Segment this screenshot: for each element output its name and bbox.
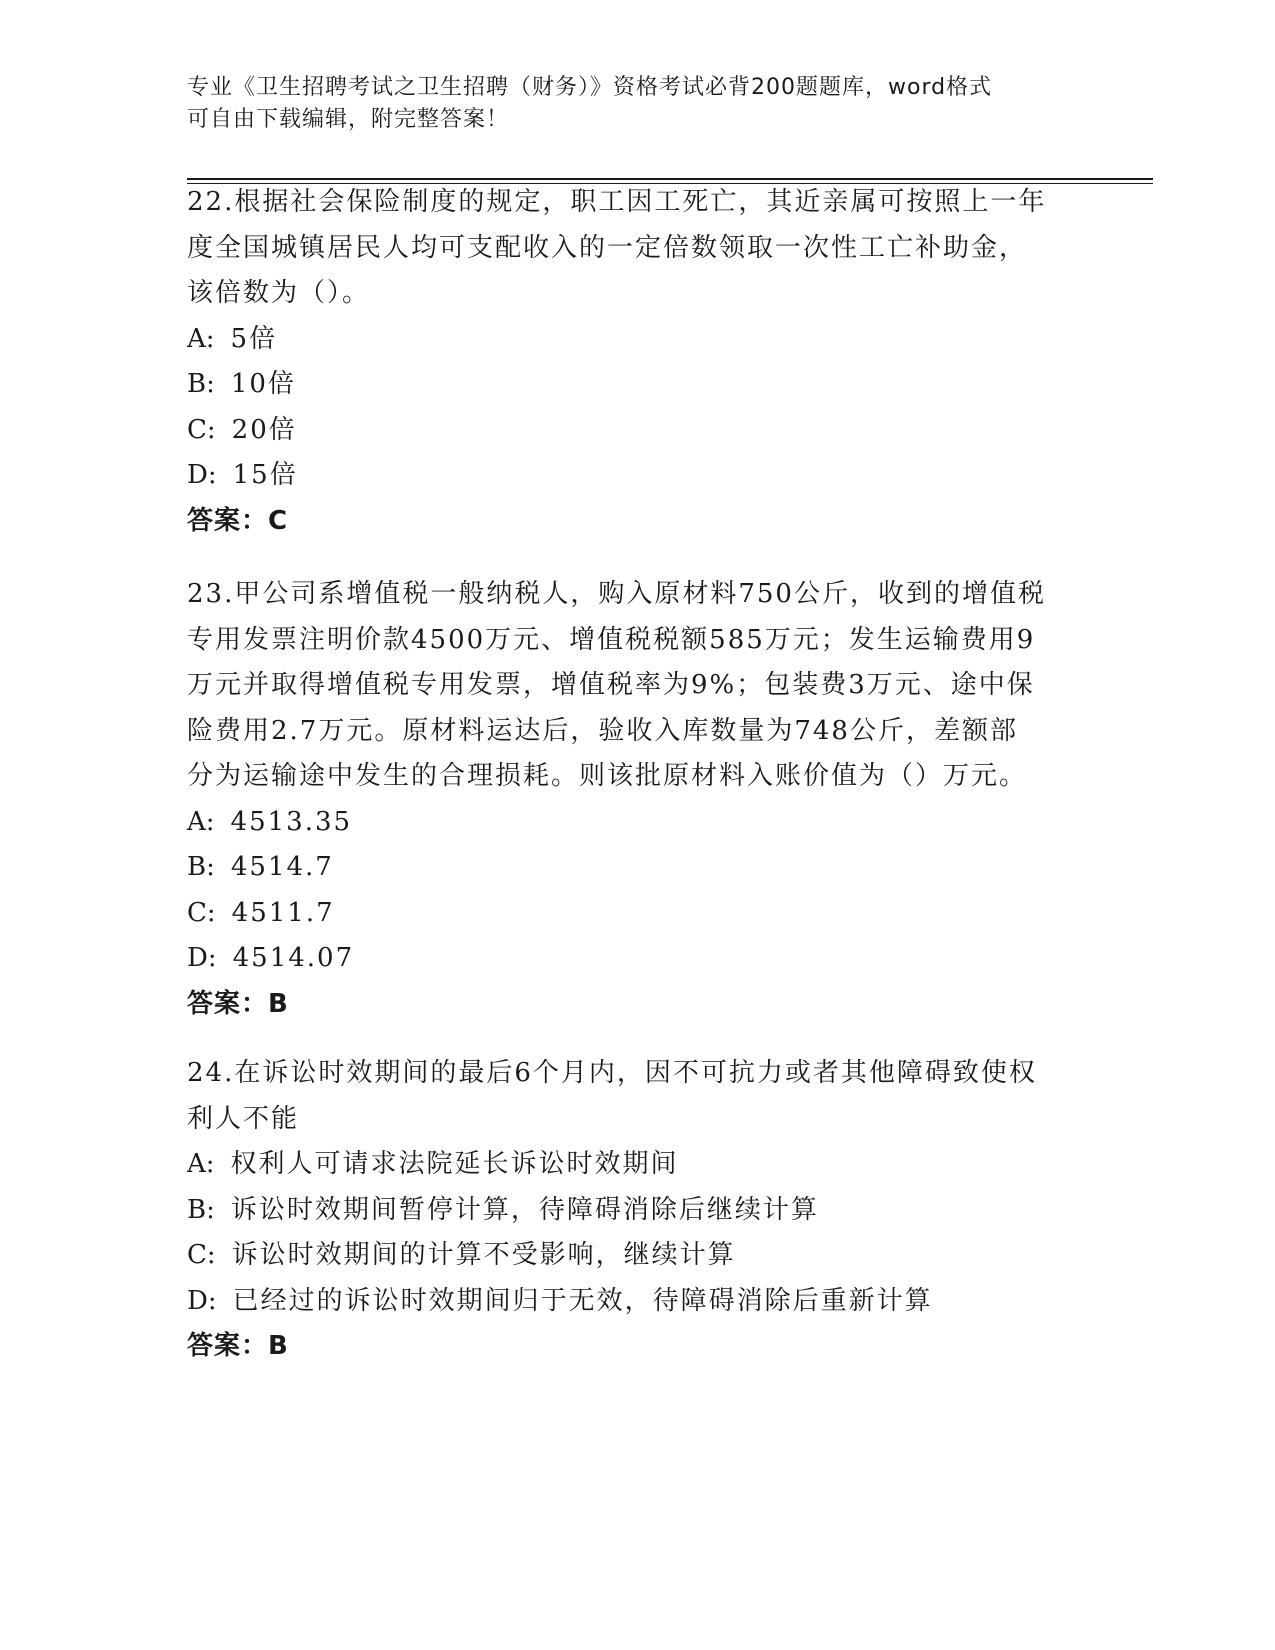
option-key: D xyxy=(187,1285,208,1316)
option-b: B: 10倍 xyxy=(187,369,296,399)
option-text: 10倍 xyxy=(230,369,296,399)
question-stem-line: 专用发票注明价款4500万元、增值税税额585万元；发生运输费用9 xyxy=(187,624,1036,655)
option-text: 4513.35 xyxy=(230,806,353,837)
option-key: C xyxy=(187,1240,207,1270)
option-d: D: 4514.07 xyxy=(187,943,355,973)
document-header xyxy=(187,72,1087,136)
option-d: D: 15倍 xyxy=(187,460,298,490)
option-text: 5倍 xyxy=(230,323,278,354)
option-key: D xyxy=(187,943,208,973)
option-key: A xyxy=(187,806,206,837)
question-stem-line: 险费用2.7万元。原材料运达后，验收入库数量为748公斤，差额部 xyxy=(187,715,1018,746)
option-key: A xyxy=(187,1149,206,1179)
option-b: B: 诉讼时效期间暂停计算，待障碍消除后继续计算 xyxy=(187,1194,819,1225)
option-d: D: 已经过的诉讼时效期间归于无效，待障碍消除后重新计算 xyxy=(187,1285,933,1316)
option-text: 4514.7 xyxy=(230,852,334,882)
option-key: C xyxy=(187,414,207,445)
option-text: 4514.07 xyxy=(232,943,355,973)
option-c: C: 20倍 xyxy=(187,414,297,445)
option-key: A xyxy=(187,323,206,354)
question-24 xyxy=(187,1051,1087,1370)
answer-line: 答案：B xyxy=(187,988,289,1019)
option-b: B: 4514.7 xyxy=(187,852,334,882)
question-22 xyxy=(187,180,1087,544)
option-c: C: 4511.7 xyxy=(187,897,335,928)
option-key: B xyxy=(187,369,207,399)
question-stem-line: 24.在诉讼时效期间的最后6个月内，因不可抗力或者其他障碍致使权 xyxy=(187,1058,1037,1088)
option-text: 20倍 xyxy=(231,414,297,445)
answer-line: 答案：B xyxy=(187,1331,289,1361)
option-a: A: 4513.35 xyxy=(187,806,353,837)
option-key: D xyxy=(187,460,208,490)
option-text: 诉讼时效期间的计算不受影响，继续计算 xyxy=(231,1240,736,1270)
option-text: 诉讼时效期间暂停计算，待障碍消除后继续计算 xyxy=(230,1194,819,1225)
option-text: 已经过的诉讼时效期间归于无效，待障碍消除后重新计算 xyxy=(232,1285,933,1316)
question-stem-line: 利人不能 xyxy=(187,1103,300,1134)
question-stem-line: 该倍数为（）。 xyxy=(187,278,371,308)
header-line-1: 专业《卫生招聘考试之卫生招聘（财务）》资格考试必背200题题库，word格式 xyxy=(187,75,993,100)
question-stem-line: 23.甲公司系增值税一般纳税人，购入原材料750公斤，收到的增值税 xyxy=(187,579,1046,609)
option-key: B xyxy=(187,852,207,882)
option-key: B xyxy=(187,1194,207,1225)
option-key: C xyxy=(187,897,207,928)
option-text: 权利人可请求法院延长诉讼时效期间 xyxy=(230,1149,679,1179)
option-text: 4511.7 xyxy=(231,897,335,928)
header-line-2: 可自由下载编辑，附完整答案！ xyxy=(187,107,510,132)
option-a: A: 5倍 xyxy=(187,323,278,354)
question-stem-line: 分为运输途中发生的合理损耗。则该批原材料入账价值为（）万元。 xyxy=(187,761,1028,791)
option-a: A: 权利人可请求法院延长诉讼时效期间 xyxy=(187,1149,679,1179)
answer-line: 答案：C xyxy=(187,505,289,536)
question-stem-line: 度全国城镇居民人均可支配收入的一定倍数领取一次性工亡补助金， xyxy=(187,232,1028,263)
option-c: C: 诉讼时效期间的计算不受影响，继续计算 xyxy=(187,1240,736,1270)
question-stem-line: 22.根据社会保险制度的规定，职工因工死亡，其近亲属可按照上一年 xyxy=(187,187,1047,217)
question-stem-line: 万元并取得增值税专用发票，增值税率为9%；包装费3万元、途中保 xyxy=(187,670,1035,700)
option-text: 15倍 xyxy=(232,460,298,490)
question-23 xyxy=(187,572,1087,1027)
